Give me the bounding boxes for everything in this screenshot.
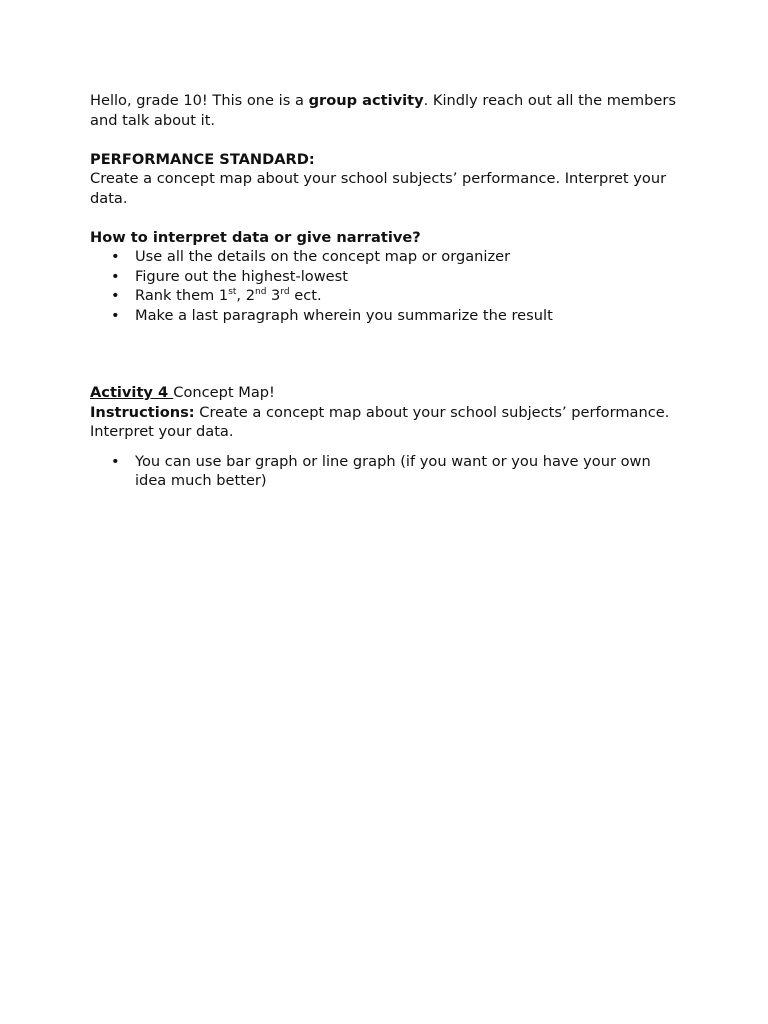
interpret-heading	[90, 228, 680, 248]
bullet-icon: •	[111, 306, 120, 324]
interpret-list	[90, 247, 680, 325]
intro-bold-text: group activity	[308, 92, 424, 109]
rank-sup-1: st	[228, 287, 237, 297]
document-page	[90, 91, 680, 491]
activity-title: Concept Map!	[173, 384, 275, 401]
intro-text-2: . Kindly reach out all the members and talk about it.	[90, 92, 676, 129]
list-item	[90, 452, 680, 491]
rank-text-d: ect.	[289, 287, 322, 304]
bullet-icon: •	[111, 248, 120, 265]
rank-sup-2: nd	[255, 287, 267, 297]
intro-paragraph	[90, 91, 680, 130]
bullet-icon: •	[111, 452, 120, 470]
activity-label: Activity 4	[90, 384, 174, 401]
rank-text-c: 3	[266, 287, 281, 304]
bullet-icon: •	[111, 267, 120, 285]
list-item	[90, 247, 680, 267]
list-item	[90, 267, 680, 287]
rank-text-a: Rank them 1	[135, 287, 229, 304]
performance-standard-heading-text: PERFORMANCE STANDARD:	[90, 150, 315, 168]
bullet-icon: •	[111, 287, 120, 304]
interpret-heading-text: How to interpret data or give narrative?	[90, 228, 421, 246]
intro-text-1: Hello, grade 10! This one is a	[90, 92, 309, 109]
performance-standard-text: Create a concept map about your school subjects’ performance. Interpret your data.	[90, 170, 667, 207]
activity-list	[90, 452, 680, 491]
activity-heading	[90, 383, 680, 403]
list-item	[90, 306, 680, 326]
rank-sup-3: rd	[280, 287, 290, 297]
list-item	[90, 286, 680, 306]
list-item-text: Use all the details on the concept map or organizer	[135, 248, 511, 265]
performance-standard-heading	[90, 150, 680, 170]
instructions-paragraph	[90, 403, 680, 442]
list-item-text	[135, 287, 322, 304]
instructions-label: Instructions:	[90, 403, 195, 421]
list-item-text: Make a last paragraph wherein you summarize the result	[135, 306, 553, 324]
rank-text-b: , 2	[236, 287, 255, 304]
list-item-text: Figure out the highest-lowest	[135, 267, 348, 285]
list-item-text: You can use bar graph or line graph (if you want or you have your own idea much better)	[135, 452, 651, 489]
instructions-text: Create a concept map about your school subjects’ performance. Interpret your data.	[90, 403, 670, 440]
